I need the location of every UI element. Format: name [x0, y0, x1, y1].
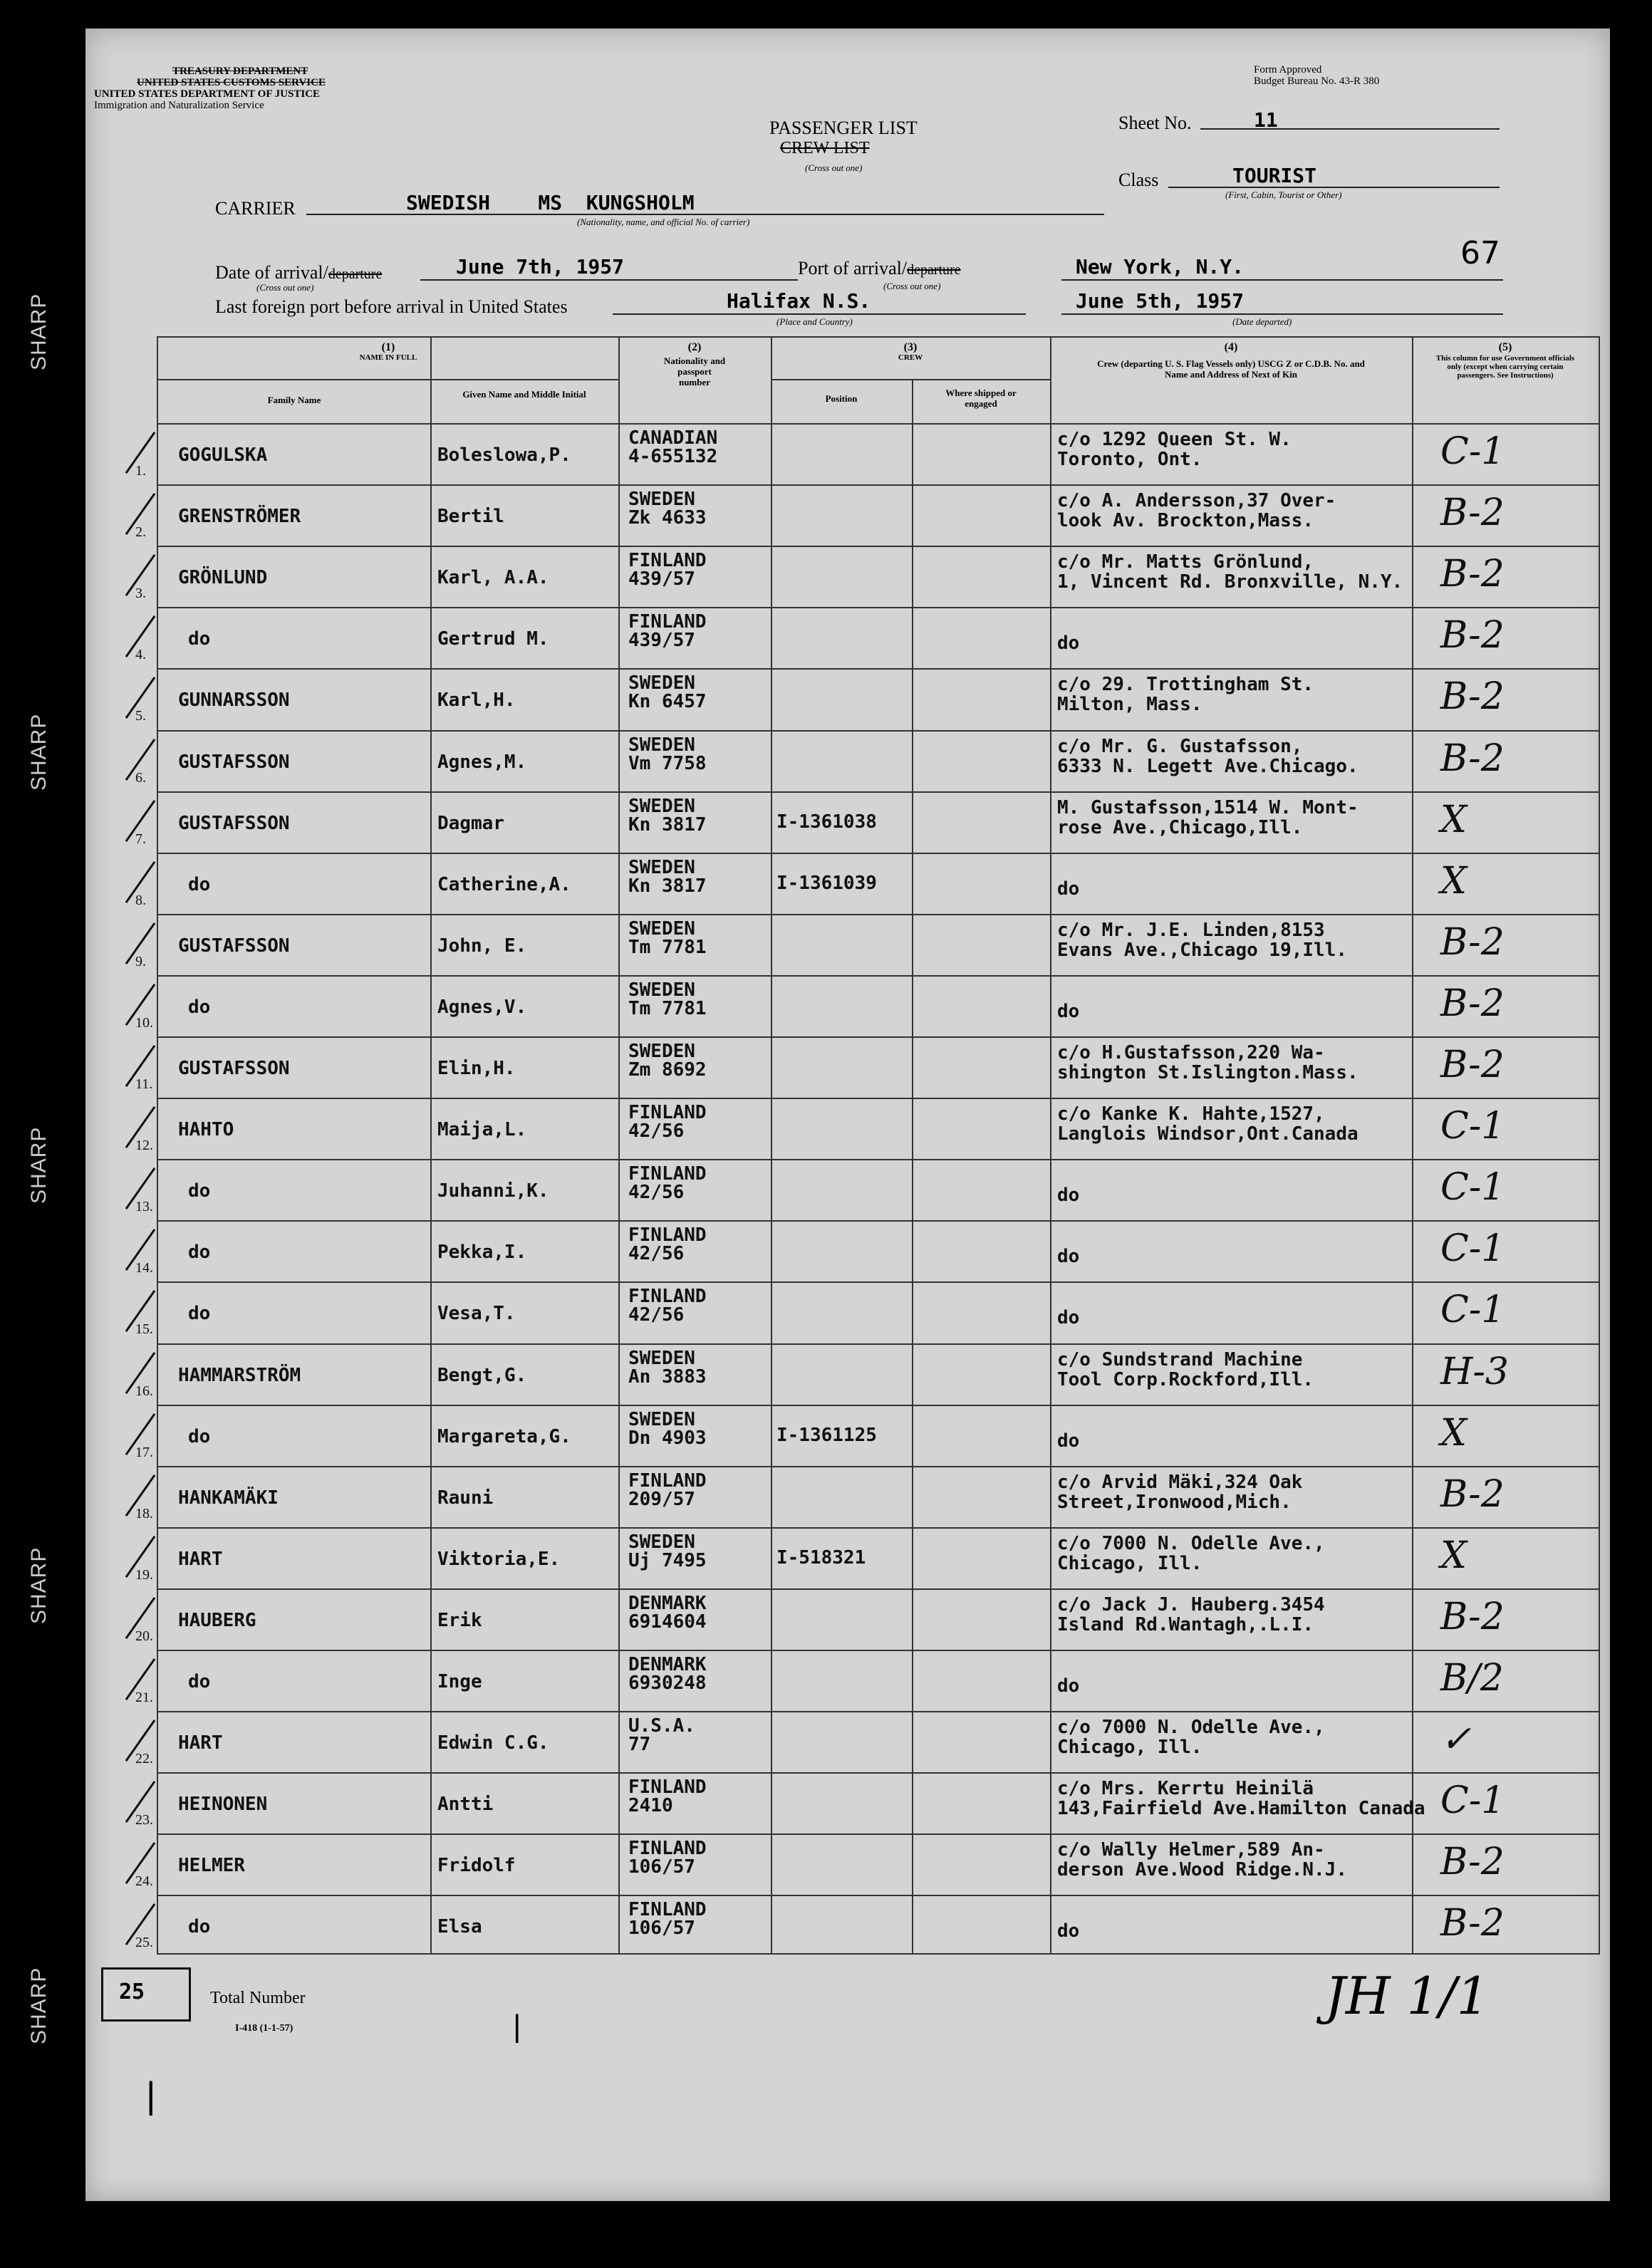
given-name: Bengt,G. [437, 1364, 527, 1386]
row-number: 9. [135, 953, 146, 969]
address-line-2: Chicago, Ill. [1057, 1737, 1202, 1759]
official-mark: X [1440, 798, 1467, 841]
cross-out-note: (Cross out one) [805, 162, 863, 173]
address-line-1: c/o Jack J. Hauberg.3454 [1057, 1593, 1325, 1616]
nationality: SWEDEN [628, 1347, 695, 1369]
table-row [135, 853, 1599, 914]
family-name: HAMMARSTRÖM [178, 1364, 301, 1386]
crew-position: I-518321 [776, 1546, 866, 1569]
dept-line: TREASURY DEPARTMENT [172, 66, 308, 77]
nationality: SWEDEN [628, 1531, 695, 1553]
passport-number: 439/57 [628, 568, 695, 591]
official-mark: C-1 [1440, 1779, 1505, 1823]
col4-title: Crew (departing U. S. Flag Vessels only) USCG Z or C.D.B. No. and Name and Address of Next of Kin [1097, 358, 1365, 380]
given-name: Inge [437, 1671, 482, 1692]
col5-number: (5) [1498, 341, 1512, 353]
passport-number: Vm 7758 [628, 752, 707, 774]
row-number: 5. [135, 708, 146, 724]
passport-number: 6914604 [628, 1611, 707, 1633]
row-number: 12. [135, 1138, 153, 1154]
col1-number: (1) [381, 341, 395, 353]
row-number: 1. [135, 463, 146, 479]
address-line-2: Street,Ironwood,Mich. [1057, 1491, 1292, 1513]
given-name-header: Given Name and Middle Initial [462, 389, 586, 400]
total-value: 25 [119, 1980, 145, 2004]
passport-number: 106/57 [628, 1918, 695, 1940]
passport-number: Zk 4633 [628, 507, 707, 529]
nationality: FINLAND [628, 1102, 707, 1124]
row-number: 18. [135, 1505, 153, 1521]
given-name: Gertrud M. [437, 628, 549, 650]
col2-title: Nationality and passport number [663, 355, 726, 387]
passport-number: Uj 7495 [628, 1549, 707, 1571]
date-departed-value: June 5th, 1957 [1076, 289, 1245, 313]
row-number: 8. [135, 892, 146, 908]
nationality: SWEDEN [628, 917, 695, 940]
official-mark: B-2 [1440, 675, 1505, 719]
official-mark: B-2 [1440, 737, 1505, 780]
date-departed-note: (Date departed) [1232, 316, 1292, 327]
row-number: 19. [135, 1566, 153, 1583]
official-mark: B-2 [1440, 1902, 1505, 1945]
nationality: SWEDEN [628, 734, 695, 756]
port-cross-note: (Cross out one) [883, 281, 941, 291]
table-row [135, 1159, 1599, 1220]
family-name: HANKAMÄKI [178, 1487, 279, 1509]
official-mark: C-1 [1440, 1227, 1505, 1271]
family-name: do [188, 1916, 211, 1938]
col2-header [618, 342, 771, 387]
family-name: do [188, 1303, 211, 1325]
table-row [135, 668, 1599, 729]
family-name: HAUBERG [178, 1609, 256, 1631]
address-line-2: do [1057, 1185, 1080, 1207]
table-row [135, 1650, 1599, 1711]
family-name: GUNNARSSON [178, 690, 290, 712]
margin-mark-left: | [146, 2075, 156, 2116]
passport-number: 4-655132 [628, 446, 718, 467]
table-row [135, 1343, 1599, 1405]
passport-number: 42/56 [628, 1120, 685, 1143]
form-number: I-418 (1-1-57) [235, 2023, 293, 2034]
crew-list-struck: CREW LIST [780, 139, 870, 157]
official-mark: C-1 [1440, 430, 1505, 473]
margin-stamp: SHARP [27, 1126, 51, 1204]
family-name: GUSTAFSSON [178, 1058, 290, 1079]
family-name: HART [178, 1732, 223, 1754]
given-name: Agnes,V. [437, 996, 527, 1018]
port-label [798, 258, 961, 279]
passport-number: 42/56 [628, 1182, 685, 1204]
address-line-2: Toronto, Ont. [1057, 449, 1202, 470]
official-mark: B-2 [1440, 1841, 1505, 1884]
nationality: FINLAND [628, 550, 707, 572]
nationality: DENMARK [628, 1592, 707, 1614]
table-row [135, 546, 1599, 607]
passport-number: 439/57 [628, 630, 695, 652]
official-mark: C-1 [1440, 1105, 1505, 1148]
family-name: do [188, 628, 211, 650]
nationality: SWEDEN [628, 979, 695, 1001]
nationality: SWEDEN [628, 856, 695, 878]
official-mark: B-2 [1440, 1595, 1505, 1638]
given-name: Vesa,T. [437, 1303, 516, 1325]
port-label-text: Port of arrival/ [798, 258, 908, 279]
col5-header [1412, 342, 1599, 380]
arrival-date: June 7th, 1957 [456, 255, 625, 279]
arrival-struck: departure [328, 266, 383, 282]
department-block [94, 66, 450, 111]
table-row [135, 1588, 1599, 1650]
crew-position: I-1361039 [776, 872, 877, 894]
sheet-label: Sheet No. [1118, 113, 1192, 133]
given-name: Bertil [437, 506, 504, 528]
family-name: do [188, 1425, 211, 1447]
crew-position: I-1361038 [776, 811, 877, 833]
col5-title: This column for use Government officials only (except when carrying certain passengers. See Instructions) [1435, 354, 1575, 380]
margin-mark: | [513, 2009, 521, 2044]
budget-bureau: Budget Bureau No. 43-R 380 [1254, 76, 1380, 87]
address-line-1: c/o Mr. Matts Grönlund, [1057, 551, 1314, 573]
nationality: SWEDEN [628, 1408, 695, 1430]
col3-title: CREW [898, 353, 923, 362]
family-name: do [188, 873, 211, 895]
col3-number: (3) [903, 341, 918, 353]
address-line-1: c/o 7000 N. Odelle Ave., [1057, 1717, 1325, 1739]
list-title: PASSENGER LIST [769, 118, 918, 138]
position-header: Position [825, 393, 858, 404]
row-number: 3. [135, 586, 146, 602]
table-row [135, 914, 1599, 975]
official-mark: B-2 [1440, 614, 1505, 657]
official-mark: B-2 [1440, 491, 1505, 535]
address-line-2: Tool Corp.Rockford,Ill. [1057, 1368, 1314, 1390]
table-row [135, 791, 1599, 853]
official-mark: H-3 [1440, 1350, 1510, 1393]
dept-line: UNITED STATES CUSTOMS SERVICE [137, 77, 326, 88]
family-name: GUSTAFSSON [178, 812, 290, 834]
row-number: 2. [135, 524, 146, 541]
given-name: Pekka,I. [437, 1242, 527, 1264]
given-name: Catherine,A. [437, 873, 571, 895]
family-name: HELMER [178, 1855, 245, 1877]
table-row [135, 730, 1599, 791]
passport-number: Tm 7781 [628, 936, 707, 958]
official-mark: B-2 [1440, 982, 1505, 1025]
given-name: Maija,L. [437, 1119, 527, 1141]
address-line-1: M. Gustafsson,1514 W. Mont- [1057, 796, 1359, 818]
total-label: Total Number [210, 1989, 306, 2007]
table-row [135, 1405, 1599, 1466]
table-row [135, 1772, 1599, 1833]
family-name: HART [178, 1548, 223, 1570]
nationality: FINLAND [628, 1838, 707, 1860]
nationality: CANADIAN [628, 427, 718, 449]
col4-header [1050, 342, 1412, 380]
row-number: 15. [135, 1321, 153, 1338]
dept-line: UNITED STATES DEPARTMENT OF JUSTICE [94, 88, 321, 100]
address-line-2: derson Ave.Wood Ridge.N.J. [1057, 1859, 1347, 1881]
passenger-table [135, 336, 1600, 1955]
address-line-1: c/o Mr. J.E. Linden,8153 [1057, 919, 1325, 941]
row-number: 23. [135, 1812, 153, 1829]
address-line-2: do [1057, 878, 1080, 900]
nationality: SWEDEN [628, 672, 695, 695]
passport-number: Kn 3817 [628, 875, 707, 897]
given-name: Elsa [437, 1916, 482, 1938]
given-name: Agnes,M. [437, 751, 527, 773]
address-line-2: Island Rd.Wantagh,.L.I. [1057, 1613, 1314, 1635]
table-row [135, 1833, 1599, 1895]
address-line-1: c/o Wally Helmer,589 An- [1057, 1839, 1325, 1861]
address-line-1: c/o 29. Trottingham St. [1057, 674, 1314, 696]
carrier-label: CARRIER [215, 198, 296, 219]
family-name: do [188, 1180, 211, 1202]
row-number: 6. [135, 769, 146, 786]
address-line-2: shington St.Islington.Mass. [1057, 1062, 1359, 1083]
row-number: 14. [135, 1260, 153, 1276]
last-port-label: Last foreign port before arrival in United States [215, 296, 568, 317]
table-row [135, 607, 1599, 668]
passport-number: 2410 [628, 1795, 673, 1817]
address-line-2: do [1057, 1246, 1080, 1268]
address-line-1: c/o 7000 N. Odelle Ave., [1057, 1532, 1325, 1554]
nationality: FINLAND [628, 1899, 707, 1921]
given-name: Margareta,G. [437, 1425, 571, 1447]
address-line-2: do [1057, 1920, 1080, 1942]
address-line-2: Langlois Windsor,Ont.Canada [1057, 1123, 1359, 1145]
passport-number: 42/56 [628, 1304, 685, 1326]
sheet-number: 11 [1254, 108, 1278, 132]
table-row [135, 423, 1599, 484]
passport-number: Kn 6457 [628, 691, 707, 713]
given-name: Edwin C.G. [437, 1732, 549, 1754]
official-mark: C-1 [1440, 1289, 1505, 1332]
given-name: Boleslowa,P. [437, 444, 571, 466]
table-row [135, 1036, 1599, 1098]
address-line-1: c/o Arvid Mäki,324 Oak [1057, 1471, 1303, 1493]
given-name: Dagmar [437, 812, 504, 834]
table-row [135, 484, 1599, 546]
place-note: (Place and Country) [776, 316, 853, 327]
passport-number: 6930248 [628, 1673, 707, 1694]
table-row [135, 1895, 1599, 1956]
family-name: GUSTAFSSON [178, 751, 290, 773]
family-name: GRENSTRÖMER [178, 506, 301, 528]
port-struck: departure [907, 262, 961, 278]
class-label: Class [1118, 170, 1159, 190]
class-note: (First, Cabin, Tourist or Other) [1225, 189, 1342, 200]
address-line-2: look Av. Brockton,Mass. [1057, 510, 1314, 532]
row-number: 10. [135, 1014, 153, 1031]
table-row [135, 975, 1599, 1036]
row-number: 16. [135, 1383, 153, 1399]
passport-number: 209/57 [628, 1488, 695, 1510]
row-number: 17. [135, 1444, 153, 1460]
col3-header [771, 342, 1050, 363]
official-mark: B-2 [1440, 1472, 1505, 1516]
family-name: GUSTAFSSON [178, 935, 290, 957]
crew-position: I-1361125 [776, 1424, 877, 1446]
row-number: 4. [135, 647, 146, 663]
dept-line: Immigration and Naturalization Service [94, 100, 264, 111]
address-line-2: 143,Fairfield Ave.Hamilton Canada [1057, 1798, 1425, 1820]
col4-number: (4) [1224, 341, 1238, 353]
arrival-cross-note: (Cross out one) [256, 282, 314, 293]
address-line-1: c/o Mrs. Kerrtu Heinilä [1057, 1778, 1314, 1800]
given-name: Erik [437, 1609, 482, 1631]
handwritten-number: 67 [1460, 235, 1500, 271]
nationality: DENMARK [628, 1654, 707, 1675]
nationality: SWEDEN [628, 1041, 695, 1062]
nationality: FINLAND [628, 1777, 707, 1799]
address-line-1: c/o Mr. G. Gustafsson, [1057, 735, 1303, 757]
family-name: GRÖNLUND [178, 567, 268, 589]
address-line-1: c/o 1292 Queen St. W. [1057, 429, 1292, 450]
row-number: 22. [135, 1751, 153, 1767]
given-name: Antti [437, 1794, 494, 1816]
arrival-label [215, 262, 382, 284]
total-box [101, 1967, 191, 2022]
nationality: SWEDEN [628, 795, 695, 817]
address-line-2: do [1057, 633, 1080, 655]
address-line-1: c/o A. Andersson,37 Over- [1057, 490, 1336, 512]
given-name: Juhanni,K. [437, 1180, 549, 1202]
passport-number: Tm 7781 [628, 997, 707, 1019]
table-row [135, 1527, 1599, 1588]
margin-stamp: SHARP [27, 293, 51, 370]
nationality: FINLAND [628, 1163, 707, 1185]
nationality: U.S.A. [628, 1715, 695, 1737]
form-approved: Form Approved [1254, 64, 1322, 76]
official-mark: B-2 [1440, 553, 1505, 596]
margin-stamp: SHARP [27, 1967, 51, 2044]
given-name: Rauni [437, 1487, 494, 1509]
official-mark: X [1440, 1534, 1467, 1577]
margin-stamp: SHARP [27, 713, 51, 791]
given-name: Fridolf [437, 1855, 516, 1877]
passport-number: 42/56 [628, 1243, 685, 1265]
address-line-2: rose Ave.,Chicago,Ill. [1057, 816, 1303, 838]
row-number: 25. [135, 1935, 153, 1951]
address-line-2: do [1057, 1430, 1080, 1452]
address-line-2: Milton, Mass. [1057, 694, 1202, 716]
given-name: John, E. [437, 935, 527, 957]
official-mark: C-1 [1440, 1166, 1505, 1210]
row-number: 21. [135, 1690, 153, 1705]
passport-number: 77 [628, 1734, 651, 1756]
nationality: FINLAND [628, 1286, 707, 1308]
table-row [135, 1098, 1599, 1159]
address-line-2: Chicago, Ill. [1057, 1552, 1202, 1574]
class-value: TOURIST [1232, 164, 1317, 187]
nationality: FINLAND [628, 611, 707, 633]
address-line-2: do [1057, 1307, 1080, 1329]
row-number: 11. [135, 1076, 153, 1092]
given-name: Elin,H. [437, 1058, 516, 1079]
carrier-note: (Nationality, name, and official No. of carrier) [577, 217, 750, 227]
address-line-2: 6333 N. Legett Ave.Chicago. [1057, 755, 1359, 777]
official-mark: B/2 [1440, 1657, 1504, 1700]
family-name: HAHTO [178, 1119, 234, 1141]
address-line-2: 1, Vincent Rd. Bronxville, N.Y. [1057, 571, 1403, 593]
table-row [135, 1711, 1599, 1772]
given-name: Karl,H. [437, 690, 516, 712]
official-mark: X [1440, 1411, 1467, 1455]
table-row [135, 1220, 1599, 1281]
nationality: FINLAND [628, 1224, 707, 1247]
row-number: 20. [135, 1628, 153, 1644]
official-mark: ✓ [1440, 1718, 1472, 1762]
row-number: 7. [135, 831, 146, 847]
nationality: FINLAND [628, 1469, 707, 1492]
row-number: 24. [135, 1873, 153, 1890]
family-name: do [188, 1242, 211, 1264]
col1-title: NAME IN FULL [359, 353, 417, 362]
family-name: do [188, 1671, 211, 1692]
table-row [135, 1281, 1599, 1343]
col2-number: (2) [687, 341, 702, 353]
passport-number: Zm 8692 [628, 1059, 707, 1081]
given-name: Karl, A.A. [437, 567, 549, 589]
family-name: do [188, 996, 211, 1018]
address-line-1: c/o Sundstrand Machine [1057, 1348, 1303, 1370]
address-line-2: Evans Ave.,Chicago 19,Ill. [1057, 939, 1347, 961]
address-line-1: c/o Kanke K. Hahte,1527, [1057, 1103, 1325, 1125]
passport-number: Dn 4903 [628, 1427, 707, 1449]
family-name: GOGULSKA [178, 444, 268, 466]
family-name: HEINONEN [178, 1794, 268, 1816]
address-line-1: c/o H.Gustafsson,220 Wa- [1057, 1042, 1325, 1063]
passport-number: Kn 3817 [628, 813, 707, 836]
port-value: New York, N.Y. [1076, 255, 1245, 279]
address-line-2: do [1057, 1675, 1080, 1697]
table-row [135, 1466, 1599, 1527]
family-name-header: Family Name [267, 395, 321, 405]
nationality: SWEDEN [628, 489, 695, 511]
margin-stamp: SHARP [27, 1546, 51, 1624]
official-mark: X [1440, 859, 1467, 902]
last-port-value: Halifax N.S. [727, 289, 871, 313]
passport-number: An 3883 [628, 1366, 707, 1388]
given-name: Viktoria,E. [437, 1548, 561, 1570]
col1-header [158, 342, 618, 363]
official-mark: B-2 [1440, 920, 1505, 964]
document-sheet [85, 28, 1610, 2201]
row-number: 13. [135, 1199, 153, 1215]
arrival-label-text: Date of arrival/ [215, 262, 328, 283]
handwritten-initials: JH 1/1 [1325, 1966, 1490, 2026]
address-line-2: do [1057, 1000, 1080, 1022]
shipped-header: Where shipped or engaged [945, 387, 1017, 409]
carrier-value: SWEDISH MS KUNGSHOLM [406, 191, 695, 214]
official-mark: B-2 [1440, 1044, 1505, 1086]
passport-number: 106/57 [628, 1856, 695, 1878]
